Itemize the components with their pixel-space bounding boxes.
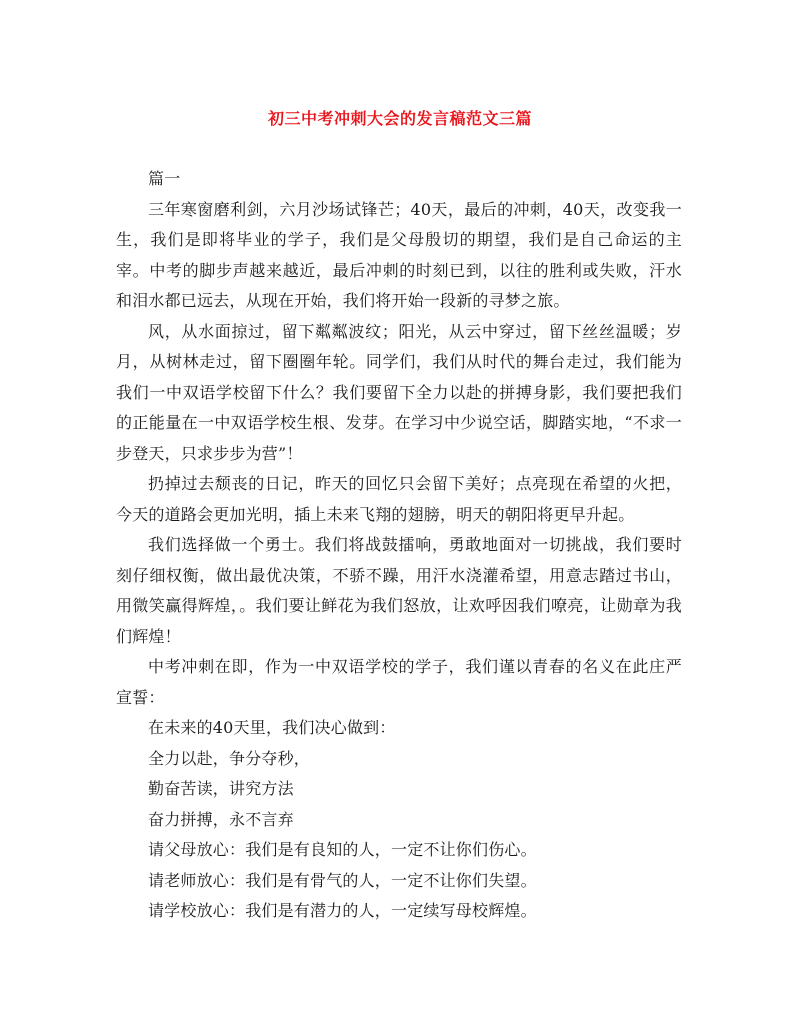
section-heading: 篇一 [148, 169, 181, 188]
oath-line: 全力以赴，争分夺秒， [148, 748, 311, 768]
body-paragraph: 在未来的40天里，我们决心做到： [148, 718, 396, 737]
document-title: 初三中考冲刺大会的发言稿范文三篇 [267, 109, 532, 128]
oath-line: 奋力拼搏，永不言弃 [148, 809, 294, 829]
oath-line: 勤奋苦读，讲究方法 [148, 779, 294, 798]
body-paragraph: 扔掉过去颓丧的日记，昨天的回忆只会留下美好；点亮现在希望的火把，今天的道路会更加光明，插上未来飞翔的翅膀，明天的朝阳将更早升起。 [116, 474, 682, 524]
oath-line: 请父母放心：我们是有良知的人，一定不让你们伤心。 [148, 840, 537, 859]
document-body [116, 164, 682, 927]
body-paragraph: 中考冲刺在即，作为一中双语学校的学子，我们谨以青春的名义在此庄严宣誓： [116, 657, 682, 707]
body-paragraph: 风，从水面掠过，留下粼粼波纹；阳光，从云中穿过，留下丝丝温暖；岁月，从树林走过，留下圈圈年轮。同学们，我们从时代的舞台走过，我们能为我们一中双语学校留下什么？我们要留下全力以赴的拼搏身影，我们要把我们的正能量在一中双语学校生根、发芽。在学习中少说空话，脚踏实地，“不求一步登天，只求步步为营”！ [116, 321, 682, 463]
body-paragraph: 我们选择做一个勇士。我们将战鼓擂响，勇敢地面对一切挑战，我们要时刻仔细权衡，做出最优决策，不骄不躁，用汗水浇灌希望，用意志踏过书山，用微笑赢得辉煌，。我们要让鲜花为我们怒放，让欢呼因我们嘹亮，让勋章为我们辉煌！ [116, 535, 682, 646]
oath-line: 请学校放心：我们是有潜力的人，一定续写母校辉煌。 [148, 901, 537, 920]
oath-line: 请老师放心：我们是有骨气的人，一定不让你们失望。 [148, 870, 537, 890]
body-paragraph: 三年寒窗磨利剑，六月沙场试锋芒；40天，最后的冲刺，40天，改变我一生，我们是即将毕业的学子，我们是父母殷切的期望，我们是自己命运的主宰。中考的脚步声越来越近，最后冲刺的时刻已到，以往的胜利或失败，汗水和泪水都已远去，从现在开始，我们将开始一段新的寻梦之旅。 [116, 199, 682, 310]
